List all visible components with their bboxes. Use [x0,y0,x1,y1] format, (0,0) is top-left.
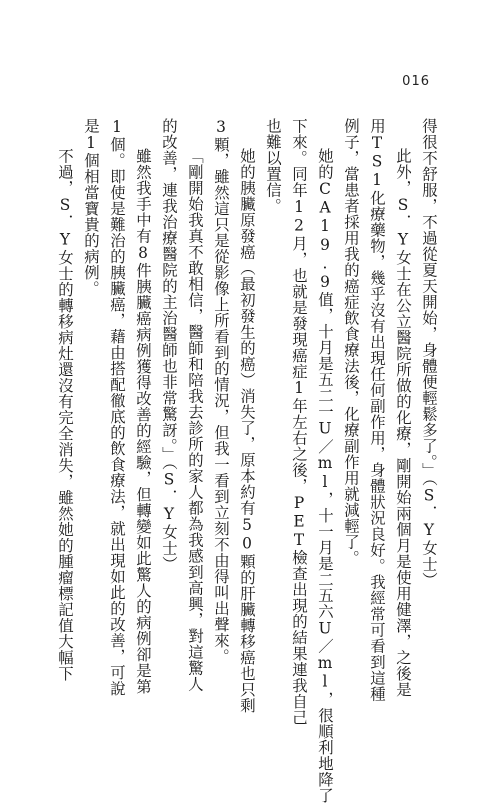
text-column-9: 3顆，雖然這只是從影像上所看到的情況，但我一看到立刻不由得叫出聲來。 [212,118,230,665]
text-column-8: 她的胰臟原發癌（最初發生的癌）消失了，原本約有50顆的肝臟轉移癌也只剩 [238,148,256,714]
text-column-4: 例子，當患者採用我的癌症飲食療法後，化療副作用就減輕了。 [342,118,360,566]
text-column-5: 她的CA19.9值，十月是五二一U／ml，十一月是二五六U／ml，很順利地降了 [316,148,334,803]
page-number: 016 [402,74,430,89]
body-text [54,118,440,803]
text-column-6: 下來。同年12月，也就是發現癌症1年左右之後，PET檢查出現的結果連我自己 [290,118,308,726]
text-column-10: 「剛開始我真不敢相信，醫師和陪我去診所的家人都為我感到高興，對這驚人 [186,148,204,692]
text-column-2: 此外，S．Y女士在公立醫院所做的化療，剛開始兩個月是使用健澤，之後是 [394,148,412,698]
text-column-1: 得很不舒服，不過從夏天開始，身體便輕鬆多了。」（S．Y女士） [420,118,438,588]
text-column-13: 1個。即使是難治的胰臟癌，藉由搭配徹底的飲食療法，就出現如此的改善，可說 [108,118,126,697]
text-column-11: 的改善，連我治療醫院的主治醫師也非常驚訝。」（S．Y女士） [160,118,178,572]
text-column-15: 不過，S．Y女士的轉移病灶還沒有完全消失，雖然她的腫瘤標記值大幅下 [56,148,74,682]
text-column-14: 是1個相當寶貴的病例。 [82,118,100,297]
text-column-7: 也難以置信。 [264,118,282,214]
text-column-12: 雖然我手中有8件胰臟癌病例獲得改善的經驗，但轉變如此驚人的病例卻是第 [134,148,152,695]
text-column-3: 用TS1化療藥物，幾乎沒有出現任何副作用，身體狀況良好。我經常可看到這種 [368,118,386,702]
